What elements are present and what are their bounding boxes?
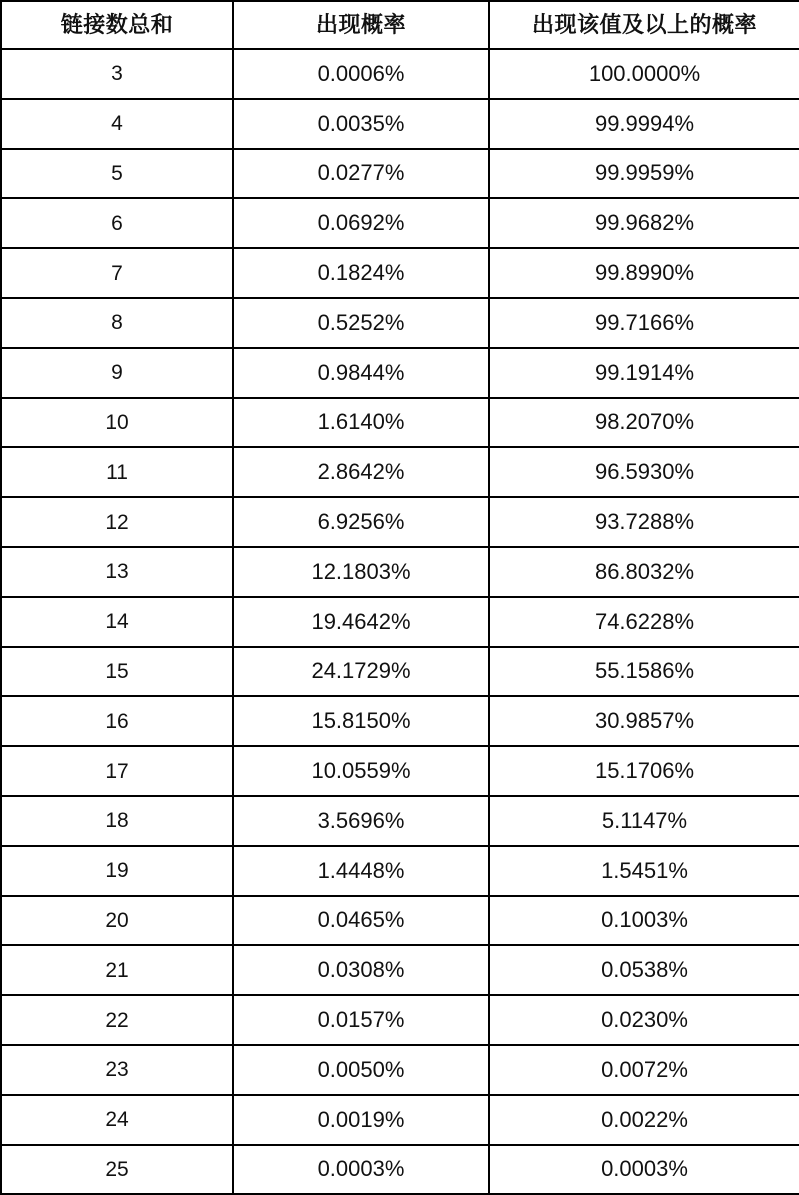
cell-probability: 0.0006% bbox=[233, 49, 489, 99]
cell-probability: 6.9256% bbox=[233, 497, 489, 547]
table-row bbox=[1, 547, 799, 597]
cell-cumulative-probability: 0.1003% bbox=[489, 896, 799, 946]
cell-link-sum: 9 bbox=[1, 348, 233, 398]
cell-cumulative-probability: 98.2070% bbox=[489, 398, 799, 448]
cell-cumulative-probability: 0.0538% bbox=[489, 945, 799, 995]
table-row bbox=[1, 497, 799, 547]
cell-probability: 0.0277% bbox=[233, 149, 489, 199]
cell-link-sum: 8 bbox=[1, 298, 233, 348]
table-row bbox=[1, 198, 799, 248]
cell-link-sum: 10 bbox=[1, 398, 233, 448]
cell-probability: 19.4642% bbox=[233, 597, 489, 647]
cell-link-sum: 5 bbox=[1, 149, 233, 199]
table-row bbox=[1, 746, 799, 796]
table-row bbox=[1, 647, 799, 697]
table-row bbox=[1, 248, 799, 298]
cell-probability: 12.1803% bbox=[233, 547, 489, 597]
table-row bbox=[1, 597, 799, 647]
cell-link-sum: 17 bbox=[1, 746, 233, 796]
cell-probability: 0.0003% bbox=[233, 1145, 489, 1195]
cell-probability: 1.6140% bbox=[233, 398, 489, 448]
cell-cumulative-probability: 15.1706% bbox=[489, 746, 799, 796]
cell-link-sum: 11 bbox=[1, 447, 233, 497]
table-header-row bbox=[1, 1, 799, 49]
table-row bbox=[1, 348, 799, 398]
table-row bbox=[1, 1145, 799, 1195]
table-row bbox=[1, 696, 799, 746]
cell-probability: 0.0019% bbox=[233, 1095, 489, 1145]
cell-link-sum: 14 bbox=[1, 597, 233, 647]
cell-probability: 0.0465% bbox=[233, 896, 489, 946]
cell-cumulative-probability: 99.9682% bbox=[489, 198, 799, 248]
table-row bbox=[1, 846, 799, 896]
cell-link-sum: 19 bbox=[1, 846, 233, 896]
cell-cumulative-probability: 99.8990% bbox=[489, 248, 799, 298]
cell-probability: 15.8150% bbox=[233, 696, 489, 746]
cell-probability: 0.1824% bbox=[233, 248, 489, 298]
table-header bbox=[1, 1, 799, 49]
cell-link-sum: 12 bbox=[1, 497, 233, 547]
table-row bbox=[1, 945, 799, 995]
table-row bbox=[1, 995, 799, 1045]
table-row bbox=[1, 298, 799, 348]
cell-link-sum: 24 bbox=[1, 1095, 233, 1145]
table-row bbox=[1, 49, 799, 99]
cell-link-sum: 7 bbox=[1, 248, 233, 298]
cell-link-sum: 16 bbox=[1, 696, 233, 746]
table-row bbox=[1, 1095, 799, 1145]
cell-link-sum: 22 bbox=[1, 995, 233, 1045]
cell-probability: 0.0692% bbox=[233, 198, 489, 248]
cell-link-sum: 4 bbox=[1, 99, 233, 149]
cell-cumulative-probability: 99.1914% bbox=[489, 348, 799, 398]
cell-link-sum: 23 bbox=[1, 1045, 233, 1095]
table-row bbox=[1, 398, 799, 448]
cell-cumulative-probability: 99.7166% bbox=[489, 298, 799, 348]
column-header-link-sum: 链接数总和 bbox=[1, 1, 233, 49]
cell-cumulative-probability: 0.0230% bbox=[489, 995, 799, 1045]
cell-cumulative-probability: 0.0003% bbox=[489, 1145, 799, 1195]
cell-probability: 0.0308% bbox=[233, 945, 489, 995]
cell-cumulative-probability: 96.5930% bbox=[489, 447, 799, 497]
cell-link-sum: 13 bbox=[1, 547, 233, 597]
table-row bbox=[1, 796, 799, 846]
cell-cumulative-probability: 55.1586% bbox=[489, 647, 799, 697]
cell-probability: 0.5252% bbox=[233, 298, 489, 348]
column-header-probability: 出现概率 bbox=[233, 1, 489, 49]
cell-probability: 10.0559% bbox=[233, 746, 489, 796]
cell-cumulative-probability: 99.9994% bbox=[489, 99, 799, 149]
cell-probability: 3.5696% bbox=[233, 796, 489, 846]
cell-cumulative-probability: 99.9959% bbox=[489, 149, 799, 199]
cell-cumulative-probability: 1.5451% bbox=[489, 846, 799, 896]
cell-cumulative-probability: 5.1147% bbox=[489, 796, 799, 846]
cell-cumulative-probability: 0.0072% bbox=[489, 1045, 799, 1095]
cell-cumulative-probability: 74.6228% bbox=[489, 597, 799, 647]
cell-cumulative-probability: 0.0022% bbox=[489, 1095, 799, 1145]
cell-cumulative-probability: 93.7288% bbox=[489, 497, 799, 547]
cell-probability: 0.0050% bbox=[233, 1045, 489, 1095]
cell-link-sum: 6 bbox=[1, 198, 233, 248]
cell-probability: 0.9844% bbox=[233, 348, 489, 398]
cell-link-sum: 21 bbox=[1, 945, 233, 995]
cell-probability: 0.0157% bbox=[233, 995, 489, 1045]
table-row bbox=[1, 1045, 799, 1095]
cell-link-sum: 25 bbox=[1, 1145, 233, 1195]
cell-link-sum: 15 bbox=[1, 647, 233, 697]
column-header-cumulative-probability: 出现该值及以上的概率 bbox=[489, 1, 799, 49]
cell-probability: 2.8642% bbox=[233, 447, 489, 497]
cell-cumulative-probability: 86.8032% bbox=[489, 547, 799, 597]
table-row bbox=[1, 896, 799, 946]
table-row bbox=[1, 447, 799, 497]
table-body bbox=[1, 49, 799, 1194]
cell-probability: 1.4448% bbox=[233, 846, 489, 896]
cell-link-sum: 18 bbox=[1, 796, 233, 846]
cell-cumulative-probability: 30.9857% bbox=[489, 696, 799, 746]
cell-probability: 24.1729% bbox=[233, 647, 489, 697]
cell-link-sum: 3 bbox=[1, 49, 233, 99]
table-row bbox=[1, 99, 799, 149]
cell-link-sum: 20 bbox=[1, 896, 233, 946]
table-row bbox=[1, 149, 799, 199]
cell-cumulative-probability: 100.0000% bbox=[489, 49, 799, 99]
cell-probability: 0.0035% bbox=[233, 99, 489, 149]
